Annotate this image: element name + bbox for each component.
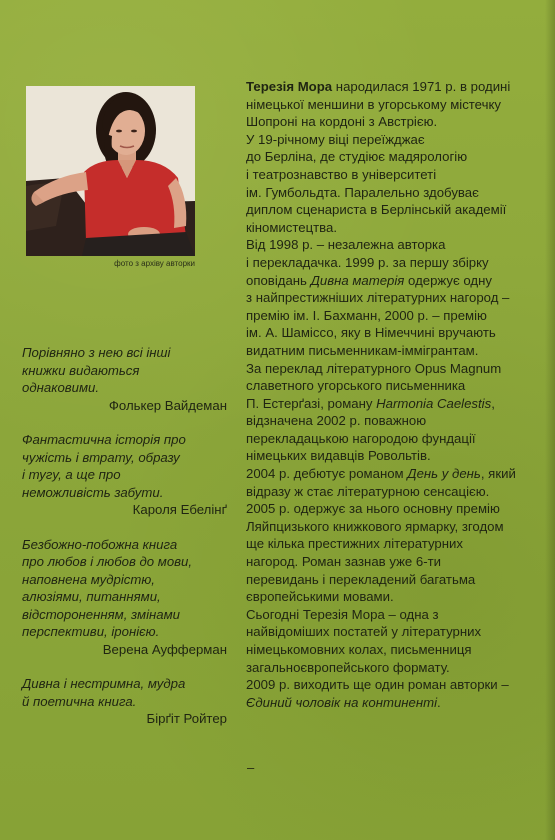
bio-line: кіномистецтва. [246, 219, 338, 235]
quote-author: Бірґіт Ройтер [146, 711, 227, 726]
quote-line: перспективи, іронією. [22, 624, 160, 639]
bio-line: Сьогодні Терезія Мора – одна з [246, 606, 439, 622]
bio-line: європейськими мовами. [246, 589, 394, 605]
bio-line: і театрознавство в університеті [246, 166, 437, 182]
bio-line: німецьких видавців Ровольтів. [246, 448, 431, 464]
quote-line: відстороненням, змінами [22, 606, 180, 622]
quote-line: чужість і втрату, образу [22, 449, 180, 465]
bio-line: і перекладачка. 1999 р. за першу збірку [246, 254, 489, 270]
bio-line: премію ім. І. Бахманн, 2000 р. – премію [246, 307, 487, 323]
quote-author: Фолькер Вайдеман [108, 397, 227, 413]
bio-line: . [437, 694, 441, 710]
quote-ebeling [22, 431, 227, 519]
bio-line: 2005 р. одержує за нього основну премію [246, 501, 500, 517]
bio-line: відзначена 2002 р. поважною [246, 413, 427, 429]
bio-line: німецькомовних колах, письменниця [246, 642, 472, 657]
bio-line: диплом сценариста в Берлінській академії [246, 202, 507, 218]
quote-line: про любов і любов до мови, [22, 554, 193, 569]
book-title: День у день [407, 466, 481, 482]
quote-auffermann [22, 536, 227, 659]
quote-line: Дивна і нестримна, мудра [22, 676, 186, 691]
quote-author: Кароля Ебелінґ [132, 502, 227, 517]
bio-line: одержує одну [404, 272, 493, 288]
bio-line: з найпрестижніших літературних нагород – [246, 290, 510, 306]
bio-paragraph [246, 606, 542, 676]
book-title: Дивна матерія [310, 272, 405, 288]
bio-line: німецької меншини в угорському містечку [246, 96, 501, 112]
quote-line: й поетична книга. [22, 693, 137, 709]
bio-line: , який [480, 466, 516, 482]
bio-line: оповідань [246, 272, 311, 288]
review-quotes [22, 344, 227, 745]
quote-author: Верена Ауфферман [102, 641, 227, 657]
bio-line: найвідоміших постатей у літературних [246, 624, 482, 640]
bio-line: славетного угорського письменника [246, 378, 466, 394]
author-name: Терезія Мора [246, 79, 333, 94]
author-photo [26, 86, 195, 256]
quote-line: Фантастична історія про [22, 432, 186, 447]
bio-line: ім. Гумбольдта. Паралельно здобуває [246, 184, 479, 200]
author-biography [246, 78, 542, 711]
quote-weidemann [22, 344, 227, 414]
book-title: Harmonia Caelestis [376, 395, 492, 411]
bio-line: , [491, 395, 495, 411]
bio-line: ім. А. Шаміссо, яку в Німеччині вручають [246, 325, 496, 341]
bio-line: народилася 1971 р. в родині [332, 79, 511, 94]
quote-line: книжки видаються [22, 362, 140, 378]
bio-line: Від 1998 р. – незалежна авторка [246, 237, 446, 253]
quote-line: наповнена мудрістю, [22, 571, 155, 587]
quote-line: Безбожно-побожна книга [22, 536, 178, 552]
bio-line: 2004 р. дебютує романом [246, 466, 408, 482]
bio-line: перекладацькою нагородою фундації [246, 430, 476, 446]
bio-paragraph [246, 236, 542, 359]
bio-line: загальноєвропейського формату. [246, 659, 450, 675]
bio-line: перевидань і перекладений багатьма [246, 571, 476, 587]
quote-line: алюзіями, питаннями, [22, 589, 161, 604]
bio-paragraph [246, 360, 542, 466]
bio-line: ще кілька престижних літературних [246, 536, 464, 552]
quote-line: і тугу, а ще про [22, 467, 121, 482]
quote-line: Порівняно з нею всі інші [22, 345, 171, 360]
bio-line: За переклад літературного Opus Magnum [246, 360, 502, 376]
quote-reuter [22, 675, 227, 728]
quote-line: однаковими. [22, 380, 100, 395]
bio-line: до Берліна, де студіює мадярологію [246, 149, 468, 165]
bio-line: П. Естерґазі, роману [246, 395, 377, 411]
quote-text [22, 344, 227, 397]
author-portrait-illustration [26, 86, 195, 256]
bio-paragraph [246, 500, 542, 606]
quote-text [22, 675, 227, 710]
bio-line: Шопроні на кордоні з Австрією. [246, 114, 438, 130]
bio-line: відразу ж стає літературною сенсацією. [246, 483, 490, 499]
bio-paragraph [246, 465, 542, 500]
bio-paragraph [246, 131, 542, 237]
bio-paragraph [246, 78, 542, 131]
bio-paragraph [246, 676, 542, 711]
bio-line: У 19-річному віці переїжджає [246, 131, 425, 147]
quote-text [22, 431, 227, 501]
bio-line: видатним письменникам-іммігрантам. [246, 342, 479, 358]
bio-line: 2009 р. виходить ще один роман авторки – [246, 677, 509, 693]
photo-caption: фото з архіву авторки [114, 259, 195, 268]
bio-line: Ляйпцизького книжкового ярмарку, згодом [246, 518, 504, 534]
bio-line: нагород. Роман зазнав уже 6-ти [246, 554, 442, 570]
cover-spine-shadow [545, 0, 555, 840]
book-title: Єдиний чоловік на континенті [246, 694, 438, 710]
quote-text [22, 536, 227, 641]
trailing-dash: – [247, 760, 255, 775]
quote-line: неможливість забути. [22, 484, 164, 500]
